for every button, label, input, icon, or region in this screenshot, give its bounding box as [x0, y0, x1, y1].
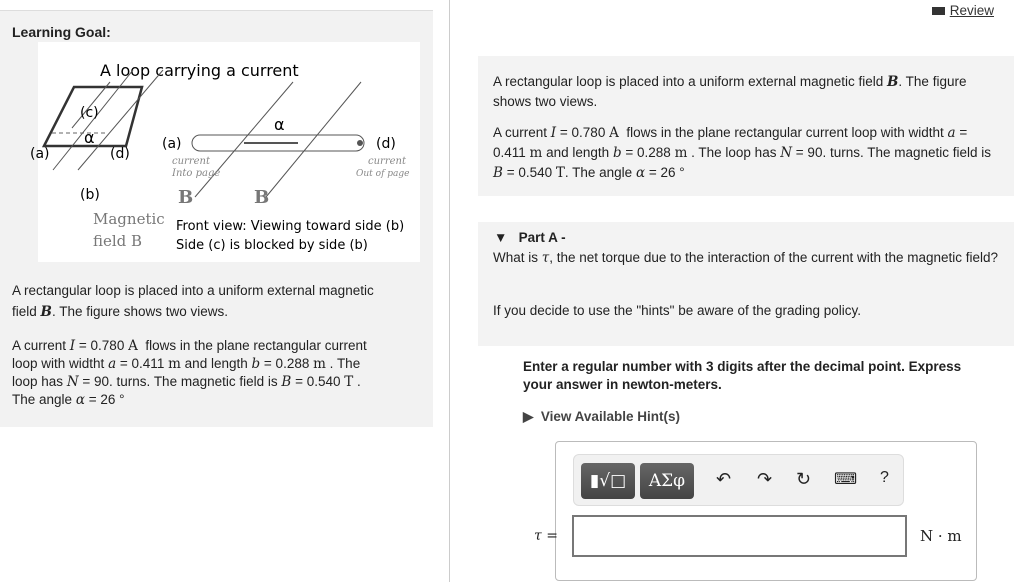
question-text: What is τ, the net torque due to the interaction of the current with the magnetic field?: [493, 250, 999, 266]
reset-icon[interactable]: ↻: [796, 469, 812, 489]
svg-text:Into page: Into page: [172, 168, 221, 179]
svg-text:α: α: [274, 115, 285, 134]
loop-figure: [30, 42, 420, 262]
undo-icon[interactable]: ↶: [716, 469, 732, 489]
figure-title: A loop carrying a current: [100, 61, 299, 80]
redo-icon[interactable]: ↷: [757, 469, 773, 489]
problem-intro-left: A rectangular loop is placed into a uniform external magnetic field B. The figure shows two views.: [12, 283, 374, 320]
svg-text:α: α: [84, 128, 95, 147]
svg-text:(a): (a): [162, 136, 182, 152]
problem-intro: A rectangular loop is placed into a uniform external magnetic field B. The figure shows two views.: [493, 74, 967, 109]
svg-text:Magnetic: Magnetic: [93, 210, 165, 228]
book-icon: [932, 7, 945, 15]
svg-text:(d): (d): [110, 146, 130, 162]
keyboard-icon[interactable]: ⌨: [834, 471, 858, 488]
hint-note: If you decide to use the "hints" be aware of the grading policy.: [493, 303, 862, 318]
templates-button[interactable]: ▮√□: [581, 463, 635, 499]
answer-instructions: Enter a regular number with 3 digits after the decimal point. Express your answer in newton-meters.: [523, 359, 962, 392]
help-button[interactable]: ?: [880, 469, 889, 486]
answer-input[interactable]: [572, 515, 907, 557]
svg-text:current: current: [172, 156, 210, 167]
svg-text:current: current: [368, 156, 406, 167]
unit-label: N · m: [920, 527, 962, 545]
problem-params: A current I = 0.780 A flows in the plane rectangular current loop with widtht a = 0.411 m and length b = 0.288 m . The loop has N = 90. turns. The magnetic field is B = 0.540 T. The angle α = 26 °: [493, 125, 992, 181]
learning-goal-title: Learning Goal:: [12, 24, 111, 40]
collapse-triangle-icon: ▼: [494, 230, 508, 245]
expand-triangle-icon: ▶: [523, 409, 534, 424]
tau-label: τ =: [534, 528, 558, 544]
svg-text:B: B: [254, 187, 270, 208]
svg-text:(b): (b): [80, 187, 100, 203]
svg-text:field B: field B: [93, 232, 143, 250]
svg-text:(d): (d): [376, 136, 396, 152]
svg-text:Out of page: Out of page: [356, 169, 410, 179]
math-toolbar: [573, 454, 904, 506]
svg-text:(c): (c): [80, 105, 99, 121]
panel-divider: [449, 0, 450, 582]
svg-text:Front view: Viewing toward sid: Front view: Viewing toward side (b): [176, 219, 405, 234]
part-a-header[interactable]: ▼ Part A -: [494, 230, 566, 245]
svg-text:B: B: [178, 187, 194, 208]
answer-box: [534, 441, 977, 581]
svg-text:(a): (a): [30, 146, 50, 162]
review-link[interactable]: Review: [932, 3, 994, 18]
problem-params-left: A current I = 0.780 A flows in the plane rectangular current loop with widtht a = 0.411 m and length b = 0.288 m . The loop has N = 90. turns. The magnetic field is B = 0.540 T . The angle α = 26 °: [12, 338, 367, 408]
greek-symbols-button[interactable]: ΑΣφ: [640, 463, 694, 499]
svg-text:Side (c) is blocked by side (b: Side (c) is blocked by side (b): [176, 238, 368, 253]
view-hints-link[interactable]: ▶ View Available Hint(s): [523, 409, 680, 424]
